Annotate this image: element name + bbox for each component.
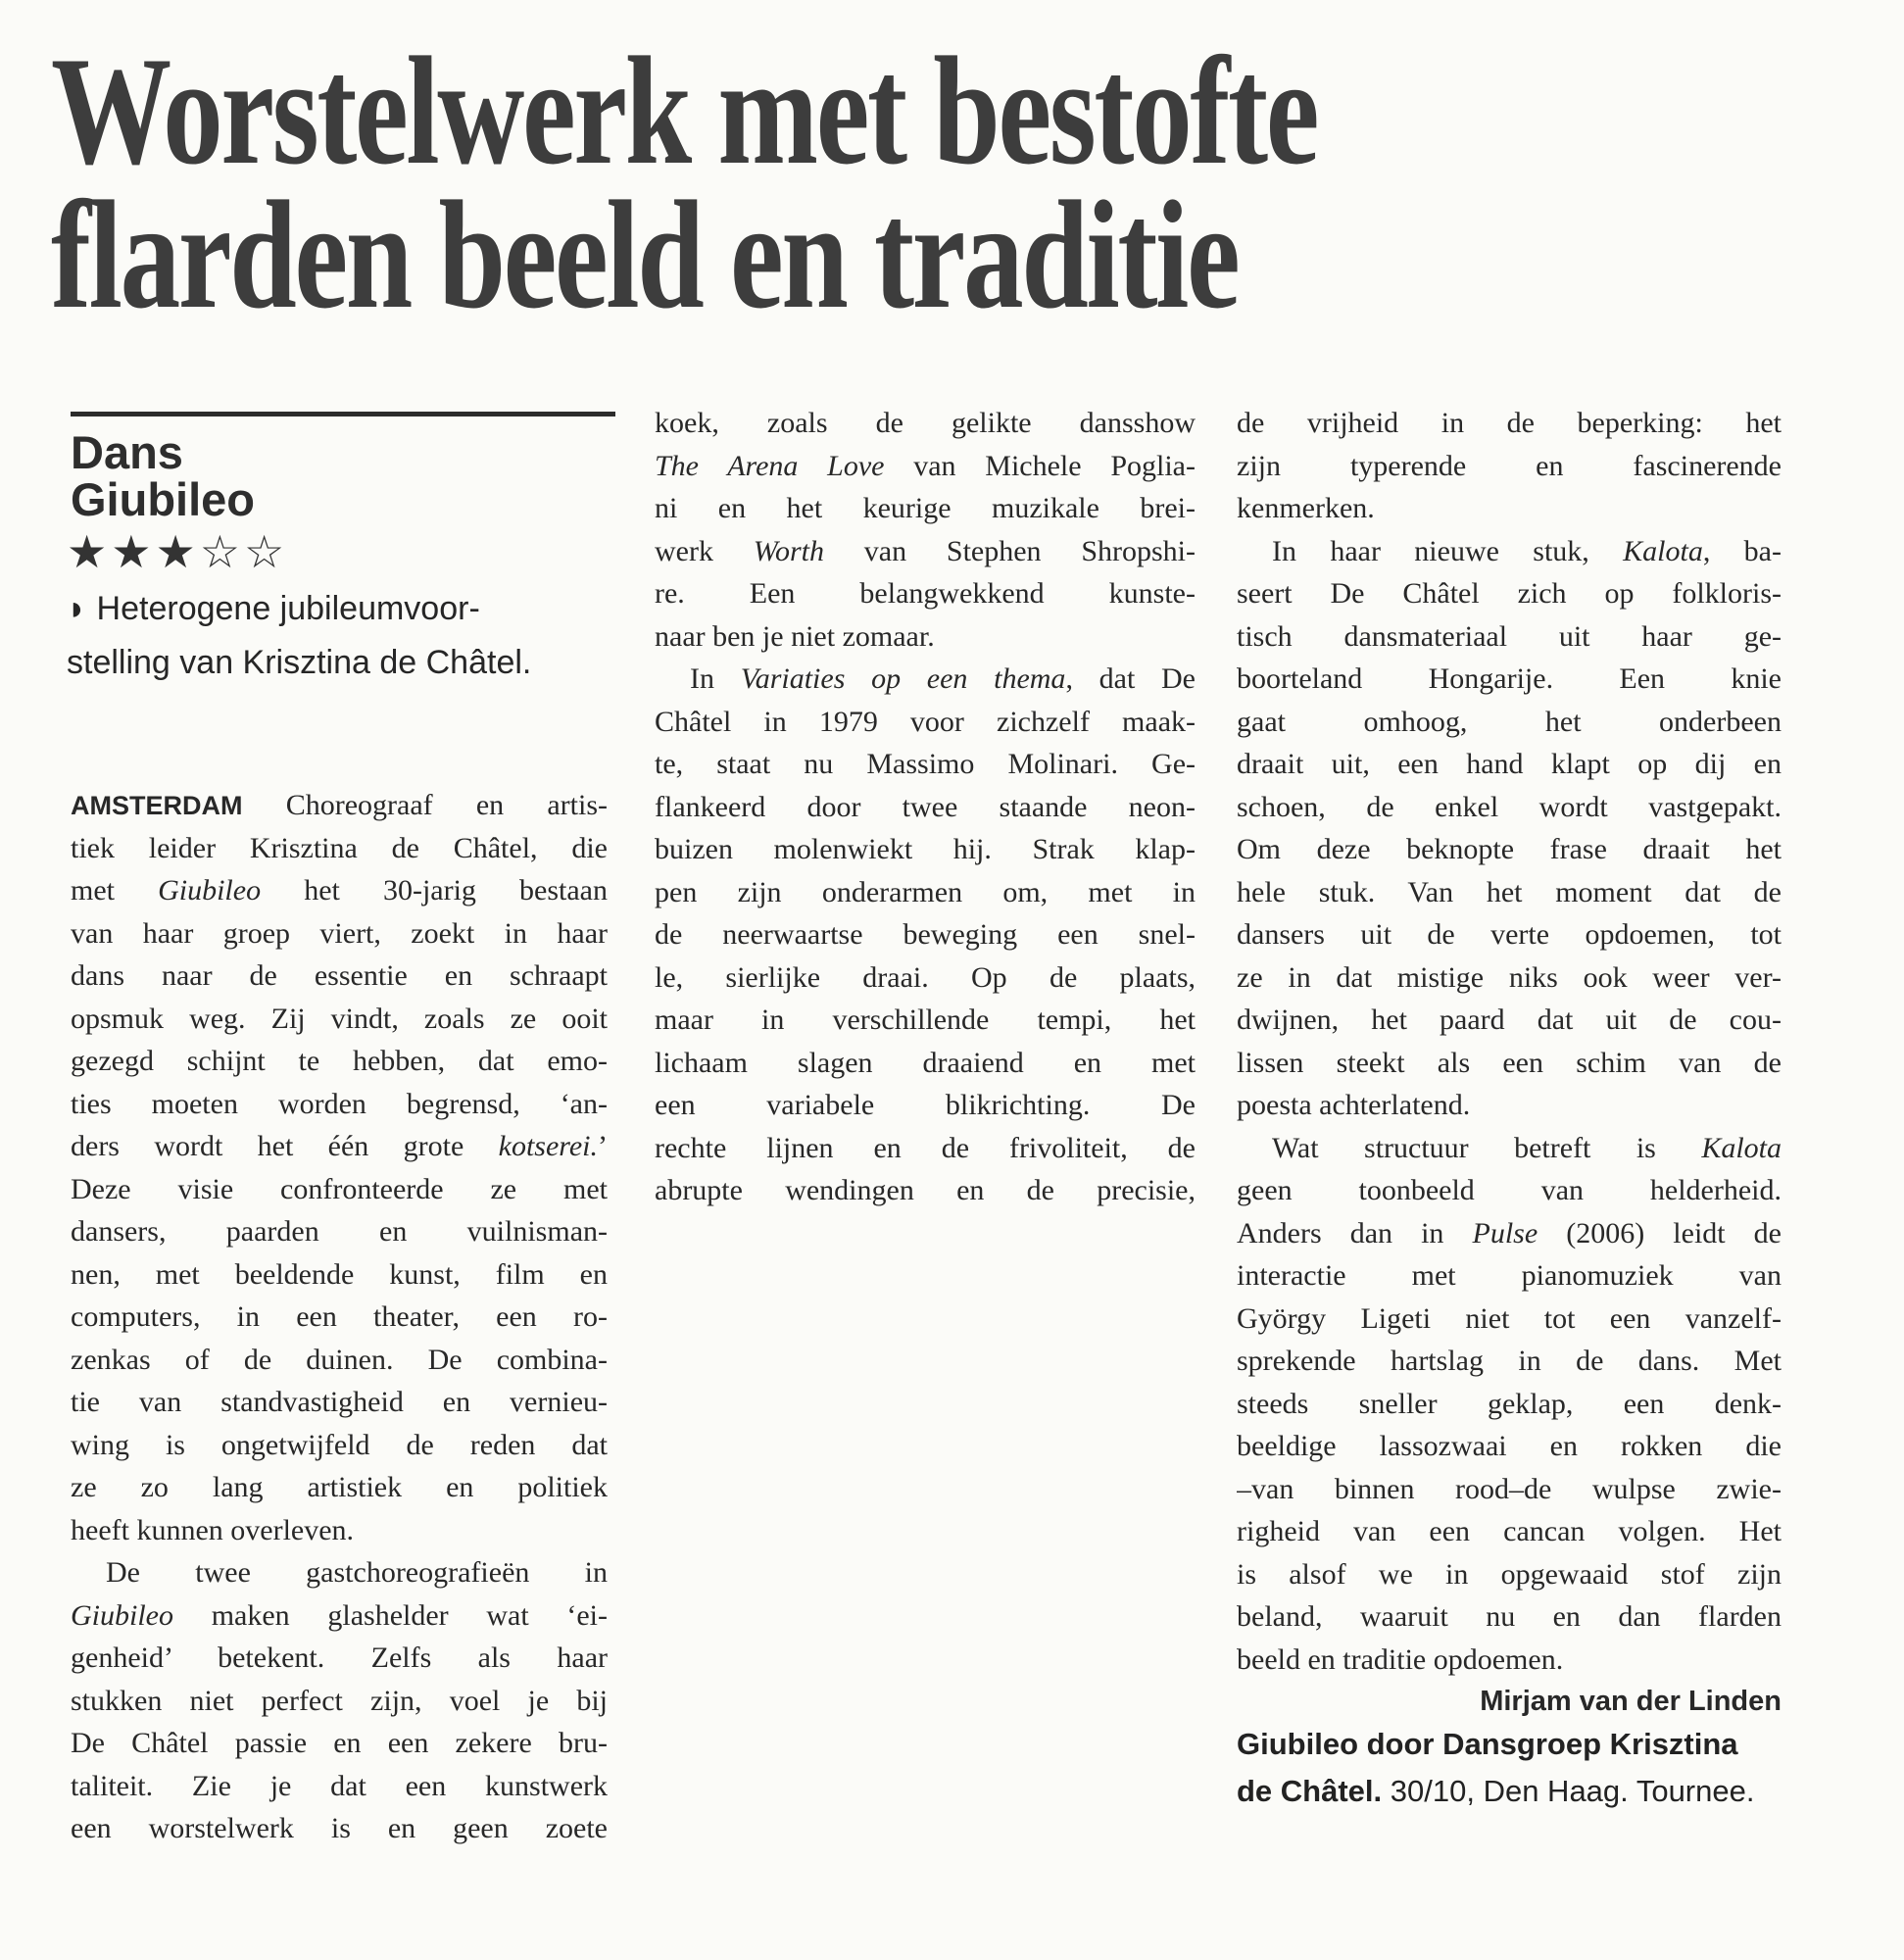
text-segment: Giubileo bbox=[71, 1598, 173, 1632]
text-line bbox=[1237, 445, 1782, 488]
text-segment: ze zo lang artistiek en politiek bbox=[71, 1471, 608, 1503]
text-segment: , dat De bbox=[1065, 662, 1196, 695]
text-segment: righeid van een cancan volgen. Het bbox=[1237, 1515, 1782, 1547]
star-rating bbox=[67, 527, 288, 576]
text-segment: beeld en traditie opdoemen. bbox=[1237, 1642, 1564, 1676]
text-line bbox=[655, 871, 1196, 914]
text-segment: rechte lijnen en de frivoliteit, de bbox=[655, 1131, 1196, 1164]
text-line bbox=[71, 1381, 608, 1424]
text-line bbox=[71, 1339, 608, 1382]
text-line bbox=[71, 1296, 608, 1339]
text-segment: boorteland Hongarije. Een knie bbox=[1237, 662, 1782, 695]
text-segment: Châtel in 1979 voor zichzelf maak- bbox=[655, 705, 1196, 738]
text-segment: Deze visie confronteerde ze met bbox=[71, 1172, 608, 1205]
text-segment: dwijnen, het paard dat uit de cou- bbox=[1237, 1004, 1782, 1036]
text-line bbox=[71, 998, 608, 1041]
text-line bbox=[1237, 615, 1782, 659]
text-line bbox=[1237, 786, 1782, 829]
text-line bbox=[1237, 913, 1782, 956]
text-segment: geen toonbeeld van helderheid. bbox=[1237, 1174, 1782, 1206]
text-segment: beeldige lassozwaai en rokken die bbox=[1237, 1430, 1782, 1462]
empty-star-icons: ☆☆ bbox=[199, 525, 289, 578]
text-segment: 30/10, Den Haag. Tournee. bbox=[1382, 1774, 1755, 1808]
text-line bbox=[1237, 1468, 1782, 1511]
text-line bbox=[1237, 1383, 1782, 1426]
headline-line-2: flarden beeld en traditie bbox=[51, 170, 1239, 341]
text-line bbox=[71, 1210, 608, 1253]
text-segment: In bbox=[690, 662, 741, 695]
text-line bbox=[655, 402, 1196, 445]
text-line bbox=[655, 828, 1196, 871]
text-line bbox=[1237, 530, 1782, 573]
text-segment: taliteit. Zie je dat een kunstwerk bbox=[71, 1769, 608, 1802]
text-line bbox=[1237, 572, 1782, 615]
intro-line-2: stelling van Krisztina de Châtel. bbox=[67, 644, 532, 681]
text-segment: zijn typerende en fascinerende bbox=[1237, 449, 1782, 482]
text-segment: Mirjam van der Linden bbox=[1480, 1686, 1782, 1717]
text-line bbox=[71, 955, 608, 998]
text-segment: De twee gastchoreografieën in bbox=[106, 1556, 608, 1589]
text-line bbox=[1237, 1084, 1782, 1127]
text-line bbox=[71, 1125, 608, 1168]
text-line bbox=[655, 487, 1196, 530]
text-segment: wing is ongetwijfeld de reden dat bbox=[71, 1428, 608, 1461]
text-line bbox=[655, 445, 1196, 488]
text-line bbox=[71, 1551, 608, 1594]
section-divider-rule bbox=[71, 412, 615, 416]
text-segment: van haar groep viert, zoekt in haar bbox=[71, 916, 608, 950]
text-line bbox=[1237, 743, 1782, 786]
text-line bbox=[655, 530, 1196, 573]
text-segment: poesta achterlatend. bbox=[1237, 1089, 1471, 1121]
text-segment: The Arena Love bbox=[655, 449, 885, 482]
text-segment: beland, waaruit nu en dan flarden bbox=[1237, 1600, 1782, 1633]
text-segment: –van binnen rood–de wulpse zwie- bbox=[1237, 1472, 1782, 1505]
text-segment: Om deze beknopte frase draait het bbox=[1237, 833, 1782, 865]
text-line bbox=[655, 999, 1196, 1042]
text-line bbox=[71, 1637, 608, 1680]
text-segment: genheid’ betekent. Zelfs als haar bbox=[71, 1642, 608, 1674]
text-segment: seert De Châtel zich op folkloris- bbox=[1237, 577, 1782, 610]
text-segment: Pulse bbox=[1472, 1216, 1538, 1250]
article-column-left bbox=[71, 784, 608, 1850]
text-segment: Anders dan in bbox=[1237, 1216, 1473, 1250]
text-segment: is alsof we in opgewaaid stof zijn bbox=[1237, 1557, 1782, 1591]
text-segment: nen, met beeldende kunst, film en bbox=[71, 1257, 608, 1291]
text-segment: abrupte wendingen en de precisie, bbox=[655, 1174, 1196, 1206]
text-line bbox=[71, 1680, 608, 1723]
text-segment: dansers, paarden en vuilnisman- bbox=[71, 1215, 608, 1248]
text-segment: heeft kunnen overleven. bbox=[71, 1513, 355, 1546]
text-line bbox=[71, 1807, 608, 1850]
text-line bbox=[1237, 402, 1782, 445]
text-segment: Giubileo door Dansgroep Krisztina bbox=[1237, 1727, 1738, 1761]
text-segment: de neerwaartse beweging een snel- bbox=[655, 918, 1196, 951]
text-segment: de Châtel. bbox=[1237, 1774, 1383, 1808]
review-intro bbox=[67, 582, 620, 690]
text-segment: schoen, de enkel wordt vastgepakt. bbox=[1237, 790, 1782, 823]
text-segment: werk bbox=[655, 534, 754, 567]
text-segment: te, staat nu Massimo Molinari. Ge- bbox=[655, 748, 1196, 780]
text-line bbox=[655, 572, 1196, 615]
text-line bbox=[655, 743, 1196, 786]
text-line bbox=[71, 1722, 608, 1765]
text-line bbox=[1237, 1169, 1782, 1212]
text-segment: computers, in een theater, een ro- bbox=[71, 1300, 608, 1333]
byline bbox=[1237, 1681, 1782, 1724]
text-line bbox=[1237, 1595, 1782, 1639]
article-column-right bbox=[1237, 402, 1782, 1724]
text-segment: tiek leider Krisztina de Châtel, die bbox=[71, 831, 608, 864]
text-line bbox=[1237, 871, 1782, 914]
text-line bbox=[1237, 1510, 1782, 1553]
text-segment: De Châtel passie en een zekere bru- bbox=[71, 1727, 608, 1759]
text-segment: , ba- bbox=[1702, 534, 1782, 567]
text-segment: lichaam slagen draaiend en met bbox=[655, 1046, 1196, 1079]
text-segment: kenmerken. bbox=[1237, 492, 1375, 524]
text-segment: steeds sneller geklap, een denk- bbox=[1237, 1387, 1782, 1420]
text-line bbox=[655, 658, 1196, 701]
intro-text-1: Heterogene jubileumvoor- bbox=[96, 590, 480, 627]
text-line bbox=[71, 784, 608, 827]
text-line bbox=[1237, 828, 1782, 871]
text-line bbox=[1237, 1042, 1782, 1085]
text-segment: flankeerd door twee staande neon- bbox=[655, 790, 1196, 823]
text-segment: een variabele blikrichting. De bbox=[655, 1089, 1196, 1121]
text-line bbox=[655, 1169, 1196, 1212]
text-segment: lissen steekt als een schim van de bbox=[1237, 1046, 1782, 1079]
text-segment: het 30-jarig bestaan bbox=[261, 874, 608, 906]
review-header bbox=[71, 426, 255, 525]
text-line bbox=[1237, 1212, 1782, 1255]
text-segment: van Stephen Shropshi- bbox=[824, 534, 1196, 567]
text-line bbox=[71, 1253, 608, 1297]
text-segment: opsmuk weg. Zij vindt, zoals ze ooit bbox=[71, 1002, 608, 1035]
text-segment: ties moeten worden begrensd, ‘an- bbox=[71, 1087, 608, 1120]
article-column-middle bbox=[655, 402, 1196, 1212]
text-segment: gaat omhoog, het onderbeen bbox=[1237, 705, 1782, 738]
text-segment: tisch dansmateriaal uit haar ge- bbox=[1237, 619, 1782, 653]
text-line bbox=[71, 1466, 608, 1509]
text-segment: een worstelwerk is en geen zoete bbox=[71, 1812, 608, 1844]
text-segment: re. Een belangwekkend kunste- bbox=[655, 577, 1196, 610]
text-line bbox=[655, 956, 1196, 1000]
text-line bbox=[655, 786, 1196, 829]
text-line bbox=[1237, 1721, 1805, 1768]
text-line bbox=[1237, 1340, 1782, 1383]
article-headline bbox=[51, 25, 1318, 341]
text-line bbox=[71, 827, 608, 870]
text-line bbox=[1237, 1127, 1782, 1170]
text-line bbox=[71, 1168, 608, 1211]
text-segment: le, sierlijke draai. Op de plaats, bbox=[655, 960, 1196, 994]
text-line bbox=[1237, 1639, 1782, 1682]
text-segment: maken glashelder wat ‘ei- bbox=[173, 1598, 608, 1632]
text-segment: naar ben je niet zomaar. bbox=[655, 619, 935, 653]
text-segment: György Ligeti niet tot een vanzelf- bbox=[1237, 1301, 1782, 1335]
text-line bbox=[71, 1509, 608, 1552]
text-line bbox=[655, 615, 1196, 659]
text-line bbox=[1237, 701, 1782, 744]
text-segment: Choreograaf en artis- bbox=[242, 789, 608, 821]
intro-line-1 bbox=[67, 582, 620, 636]
text-line bbox=[71, 1040, 608, 1083]
text-segment: Kalota bbox=[1701, 1131, 1782, 1164]
text-line bbox=[71, 1594, 608, 1638]
text-line bbox=[1237, 956, 1782, 1000]
text-line bbox=[1237, 1425, 1782, 1468]
performance-credit-footer bbox=[1237, 1721, 1805, 1815]
text-segment: tie van standvastigheid en vernieu- bbox=[71, 1386, 608, 1418]
half-circle-bullet-icon: ◗ bbox=[67, 590, 87, 627]
text-line bbox=[1237, 487, 1782, 530]
text-segment: draait uit, een hand klapt op dij en bbox=[1237, 748, 1782, 780]
text-segment: zenkas of de duinen. De combina- bbox=[71, 1343, 608, 1376]
text-line bbox=[71, 1424, 608, 1467]
text-segment: (2006) leidt de bbox=[1538, 1216, 1782, 1250]
filled-star-icons: ★★★ bbox=[67, 525, 200, 578]
text-segment: van Michele Poglia- bbox=[884, 449, 1196, 482]
text-segment: sprekende hartslag in de dans. Met bbox=[1237, 1345, 1782, 1377]
text-line bbox=[1237, 999, 1782, 1042]
text-segment: dansers uit de verte opdoemen, tot bbox=[1237, 918, 1782, 951]
text-segment: Giubileo bbox=[158, 874, 262, 906]
text-segment: pen zijn onderarmen om, met in bbox=[655, 875, 1196, 908]
text-segment: dans naar de essentie en schraapt bbox=[71, 959, 608, 992]
text-line bbox=[71, 912, 608, 956]
text-segment: hele stuk. Van het moment dat de bbox=[1237, 875, 1782, 908]
text-line bbox=[71, 1083, 608, 1126]
text-line bbox=[655, 701, 1196, 744]
text-line bbox=[71, 1765, 608, 1808]
text-line bbox=[655, 1084, 1196, 1127]
text-segment: Wat structuur betreft is bbox=[1272, 1131, 1702, 1164]
text-segment: Worth bbox=[753, 534, 825, 567]
text-segment: koek, zoals de gelikte dansshow bbox=[655, 407, 1196, 439]
text-segment: Kalota bbox=[1623, 534, 1703, 567]
headline-line-1: Worstelwerk met bestofte bbox=[51, 25, 1318, 197]
text-segment: buizen molenwiekt hij. Strak klap- bbox=[655, 833, 1196, 865]
text-segment: stukken niet perfect zijn, voel je bij bbox=[71, 1684, 608, 1717]
section-label: Dans bbox=[71, 426, 183, 478]
text-segment: interactie met pianomuziek van bbox=[1237, 1259, 1782, 1292]
text-segment: In haar nieuwe stuk, bbox=[1272, 534, 1624, 567]
text-segment: AMSTERDAM bbox=[71, 791, 243, 820]
text-line bbox=[71, 869, 608, 912]
text-line bbox=[1237, 1768, 1805, 1815]
text-segment: kotserei. bbox=[498, 1130, 598, 1162]
text-segment: ’ bbox=[598, 1130, 608, 1162]
text-line bbox=[1237, 1298, 1782, 1341]
text-line bbox=[1237, 658, 1782, 701]
text-line bbox=[1237, 1254, 1782, 1298]
text-segment: gezegd schijnt te hebben, dat emo- bbox=[71, 1045, 608, 1077]
text-line bbox=[1237, 1553, 1782, 1596]
text-segment: Variaties op een thema bbox=[740, 662, 1066, 695]
text-segment: ders wordt het één grote bbox=[71, 1130, 499, 1162]
text-segment: maar in verschillende tempi, het bbox=[655, 1004, 1196, 1036]
review-title: Giubileo bbox=[71, 473, 255, 525]
text-segment: de vrijheid in de beperking: het bbox=[1237, 407, 1782, 439]
text-line bbox=[655, 1042, 1196, 1085]
text-line bbox=[655, 1127, 1196, 1170]
text-line bbox=[655, 913, 1196, 956]
text-segment: ni en het keurige muzikale brei- bbox=[655, 492, 1196, 524]
text-segment: met bbox=[71, 874, 159, 906]
text-segment: ze in dat mistige niks ook weer ver- bbox=[1237, 960, 1782, 994]
